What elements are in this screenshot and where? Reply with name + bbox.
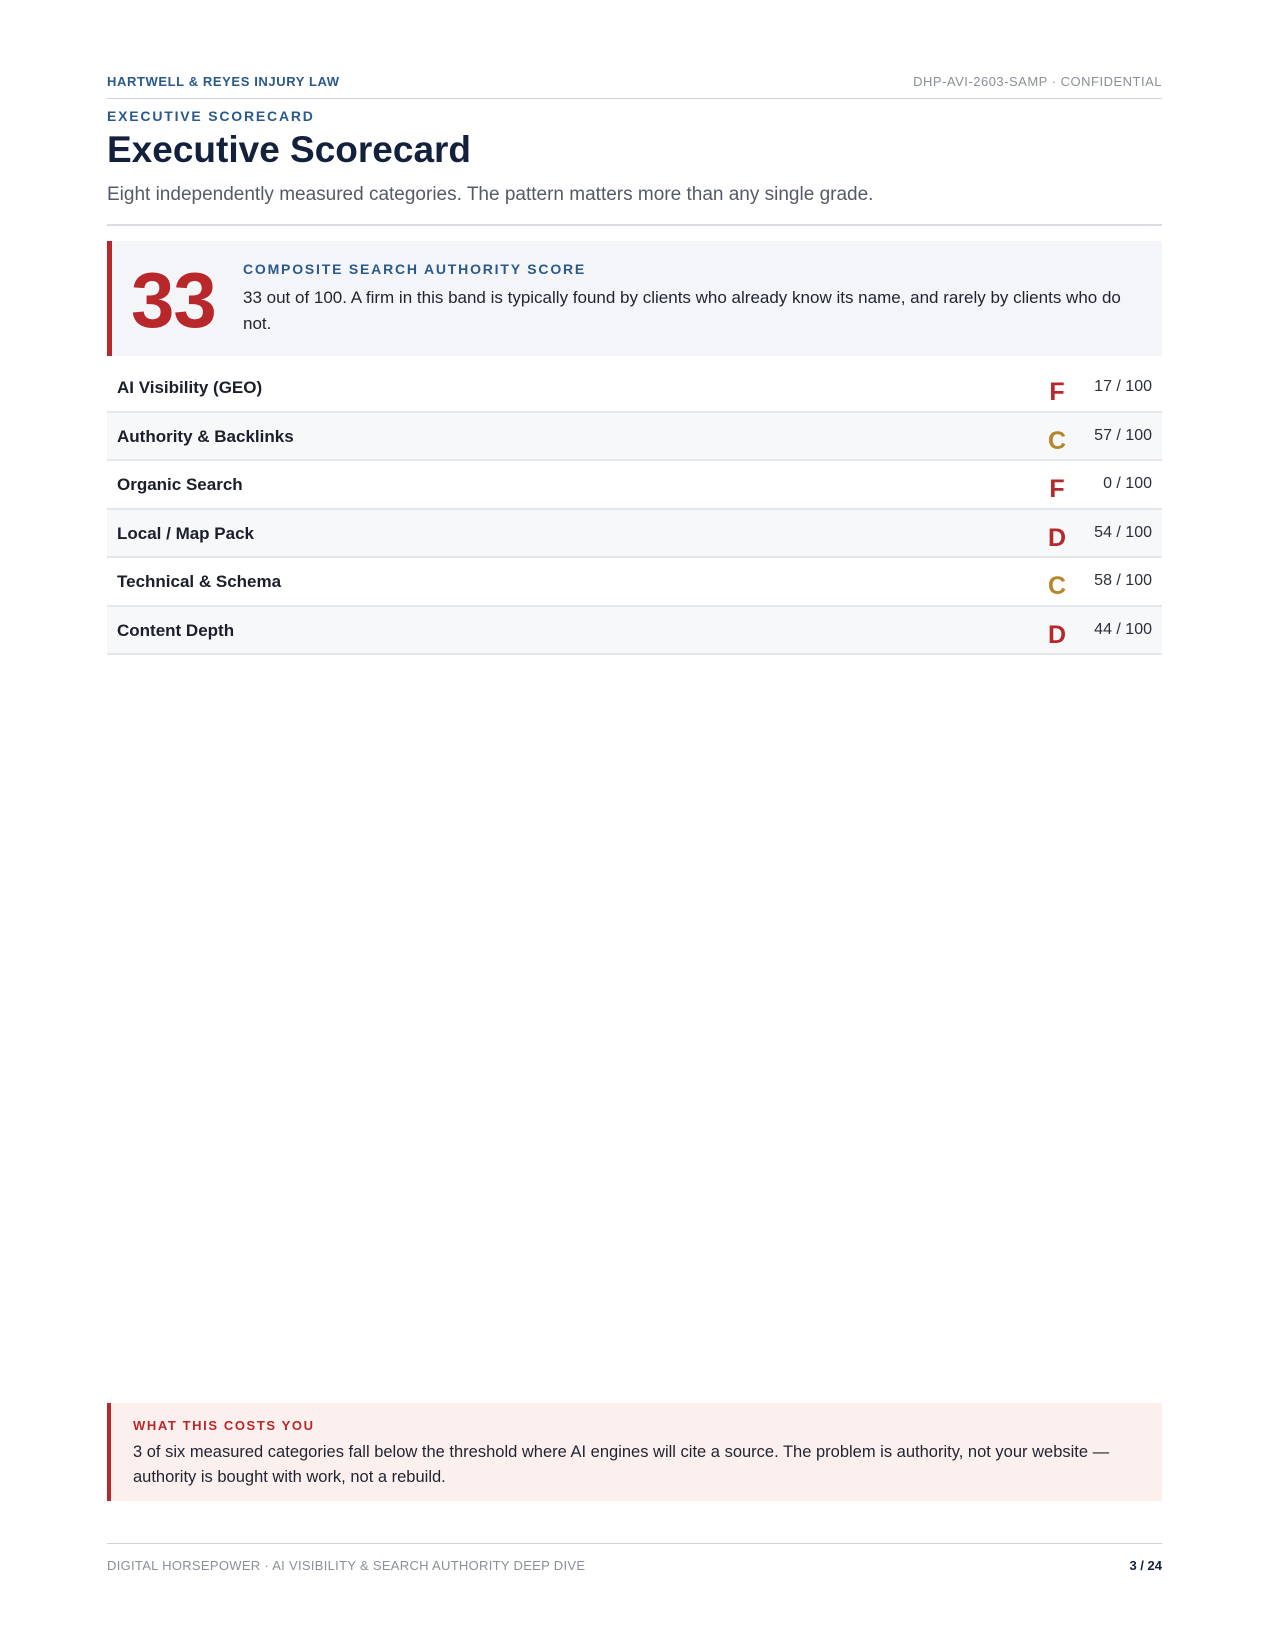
- callout-text: 3 of six measured categories fall below the threshold where AI engines will cite a source. The problem is authority, not your website — authority is bought with work, not a rebuild.: [133, 1443, 1110, 1486]
- category-name: Organic Search: [117, 475, 243, 494]
- category-scorecard-table: [107, 364, 1162, 655]
- category-name: Content Depth: [117, 620, 235, 640]
- category-name: Technical & Schema: [117, 572, 282, 591]
- page-title: Executive Scorecard: [107, 129, 472, 170]
- category-grade: D: [1047, 620, 1067, 649]
- category-score: 0 / 100: [1103, 475, 1152, 492]
- page-subtitle: Eight independently measured categories. The pattern matters more than any single grade.: [107, 184, 874, 205]
- table-row: [107, 461, 1162, 510]
- table-row: [107, 364, 1162, 413]
- running-header: [107, 74, 1162, 99]
- footer-report-title: DIGITAL HORSEPOWER · AI VISIBILITY & SEARCH AUTHORITY DEEP DIVE: [107, 1558, 586, 1573]
- composite-score-description: 33 out of 100. A firm in this band is typically found by clients who already know its name, and rarely by clients who do not.: [243, 288, 1121, 333]
- document-reference: DHP-AVI-2603-SAMP · CONFIDENTIAL: [913, 74, 1162, 89]
- category-name: Local / Map Pack: [117, 523, 254, 543]
- firm-name: HARTWELL & REYES INJURY LAW: [107, 74, 340, 89]
- composite-score-label: COMPOSITE SEARCH AUTHORITY SCORE: [243, 261, 587, 277]
- category-score: 57 / 100: [1094, 426, 1152, 444]
- category-grade: C: [1047, 572, 1067, 600]
- category-grade: F: [1049, 475, 1065, 503]
- composite-score-value: 33: [131, 256, 216, 344]
- category-score: 44 / 100: [1094, 620, 1152, 638]
- section-label: EXECUTIVE SCORECARD: [107, 108, 315, 124]
- report-page: [107, 0, 1162, 1650]
- title-divider: [107, 224, 1162, 226]
- category-score: 58 / 100: [1094, 572, 1152, 589]
- category-score: 17 / 100: [1094, 378, 1152, 395]
- category-grade: C: [1047, 426, 1067, 455]
- category-name: AI Visibility (GEO): [117, 378, 263, 397]
- table-row: [107, 558, 1162, 607]
- category-score: 54 / 100: [1094, 523, 1152, 541]
- category-grade: D: [1047, 523, 1067, 552]
- composite-score-panel: [107, 241, 1162, 356]
- cost-callout: [107, 1403, 1162, 1501]
- table-row: [107, 607, 1162, 656]
- page-number: 3 / 24: [1129, 1558, 1162, 1573]
- page-footer: [107, 1543, 1162, 1573]
- callout-label: WHAT THIS COSTS YOU: [133, 1418, 315, 1433]
- category-grade: F: [1049, 378, 1065, 406]
- category-name: Authority & Backlinks: [117, 426, 294, 446]
- table-row: [107, 413, 1162, 462]
- table-row: [107, 510, 1162, 559]
